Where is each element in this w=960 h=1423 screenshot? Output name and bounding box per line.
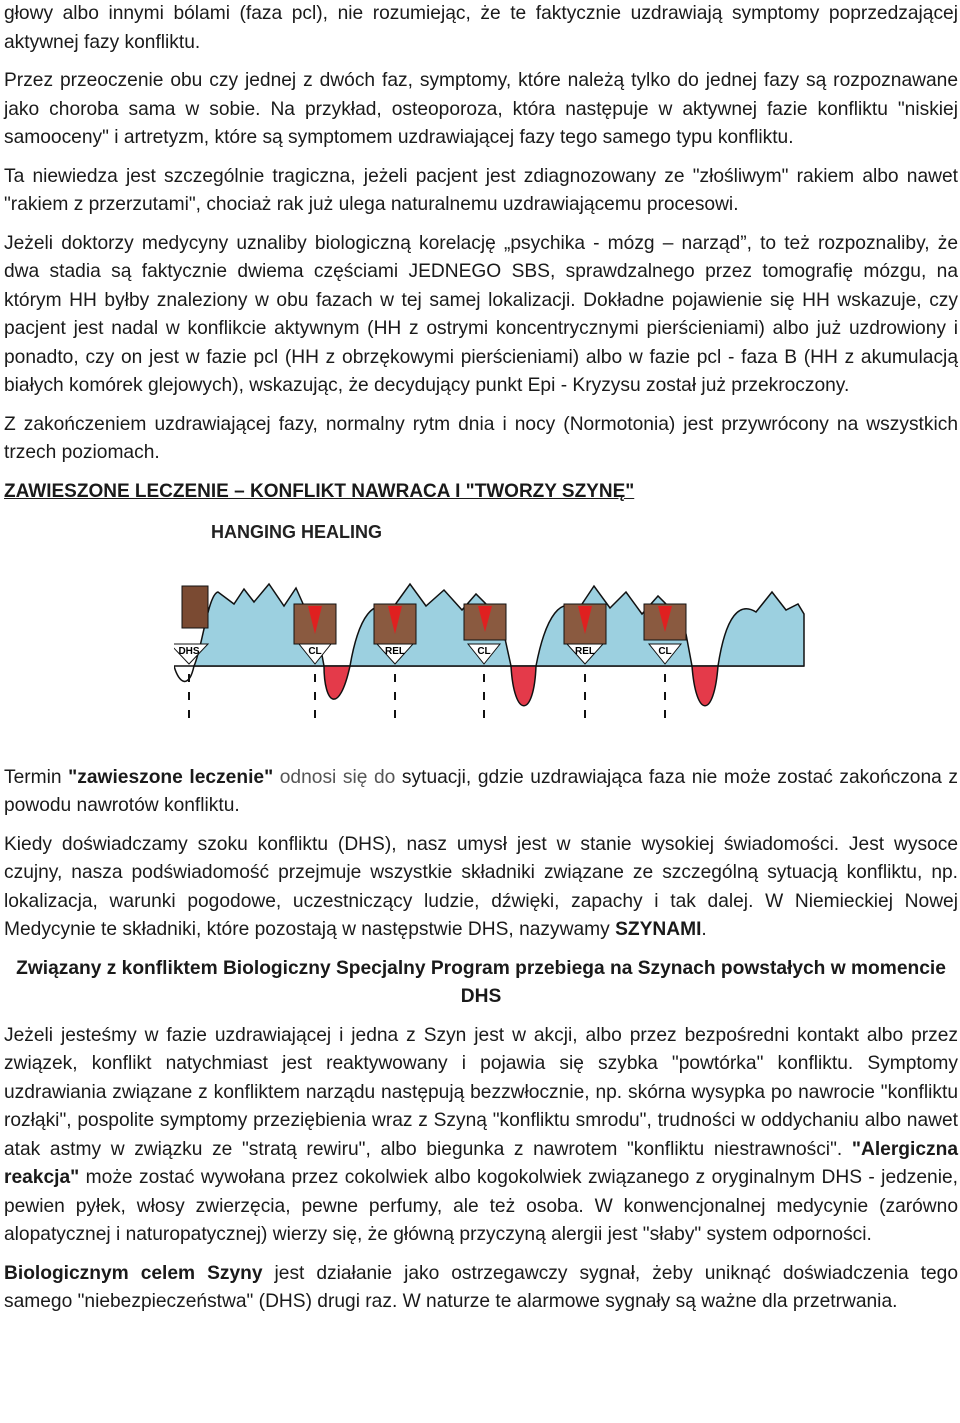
centered-heading: Związany z konfliktem Biologiczny Specjalny Program przebiega na Szynach powstałych w momencie DHS bbox=[16, 957, 946, 1007]
paragraph-9: Biologicznym celem Szyny jest działanie jako ostrzegawczy sygnał, żeby uniknąć doświadczenia tego samego "niebezpieczeństwa" (DHS) drugi raz. W naturze te alarmowe sygnały są ważne dla przetrwania. bbox=[4, 1262, 959, 1312]
paragraph-2: Przez przeoczenie obu czy jednej z dwóch faz, symptomy, które należą tylko do jednej fazy są rozpoznawane jako choroba sama w sobie. Na przykład, osteoporoza, która następuje w aktywnej fazie konfliktu "niskiej samooceny" i artretyzm, które są symptomem uzdrawiającej fazy tego samego typu konfliktu. bbox=[4, 70, 958, 148]
paragraph-3: Ta niewiedza jest szczególnie tragiczna, jeżeli pacjent jest zdiagnozowany ze "złośliwym" rakiem albo nawet "rakiem z przerzutami", chociaż rak już ulega naturalnemu uzdrawiającemu procesowi. bbox=[4, 165, 958, 215]
svg-text:CL: CL bbox=[477, 645, 491, 657]
hanging-healing-diagram bbox=[174, 514, 814, 764]
hanging-healing-figure bbox=[4, 514, 958, 764]
paragraph-7: Kiedy doświadczamy szoku konfliktu (DHS), nasz umysł jest w stanie wysokiej świadomości. Jest wysoce czujny, nasza podświadomość przejmuje wszystkie składniki związane ze szczególną sytuacją konfliktu, np. lokalizacja, warunki pogodowe, uczestniczący ludzie, dźwięki, zapachy i tak dalej. W Niemieckiej Nowej Medycynie te składniki, które pozostają w następstwie DHS, nazywamy SZYNAMI. bbox=[4, 833, 958, 940]
phase-dividers bbox=[189, 674, 665, 724]
vagotonia-area bbox=[324, 666, 718, 706]
paragraph-8: Jeżeli jesteśmy w fazie uzdrawiającej i jedna z Szyn jest w akcji, albo przez bezpośredni kontakt albo przez związek, konflikt natychmiast jest reaktywowany i pojawia się szybka "powtórka" konfliktu. Symptomy uzdrawiania związane z konfliktem narządu następują bezzwłocznie, np. skórna wysypka po nawrocie "konfliktu rozłąki", pospolite symptomy przeziębienia wraz z Szyną "konfliktu smrodu", trudności w oddychaniu albo nawet atak astmy w związku ze "stratą rewiru", albo biegunka z nawrotem "konfliktu niestrawności". "Alergiczna reakcja" może zostać wywołana przez cokolwiek albo kogokolwiek związanego z oryginalnym DHS - jedzenie, pewien pyłek, włosy zwierzęcia, pewne perfumy, ale też osoba. W konwencjonalnej medycynie (zarówno alopatycznej i naturopatycznej) wierzy się, że główną przyczyną alergii jest "słaby" system odporności. bbox=[4, 1024, 958, 1245]
paragraph-4: Jeżeli doktorzy medycyny uznaliby biologiczną korelację „psychika - mózg – narząd”, to też rozpoznaliby, że dwa stadia są faktycznie dwiema częściami JEDNEGO SBS, sprawdzalnego przez tomografię mózgu, na którym HH byłby znaleziony w obu fazach w tej samej lokalizacji. Dokładne pojawienie się HH wskazuje, czy pacjent jest nadal w konflikcie aktywnym (HH z ostrymi koncentrycznymi pierścieniami) albo już uzdrowiony i ponadto, czy on jest w fazie pcl (HH z obrzękowymi pierścieniami) albo w fazie pcl - faza B (HH z akumulacją białych komórek glejowych), wskazując, że decydujący punkt Epi - Kryzysu został już przekroczony. bbox=[4, 232, 958, 396]
dhs-photo bbox=[182, 586, 208, 628]
paragraph-6: Termin "zawieszone leczenie" odnosi się do sytuacji, gdzie uzdrawiająca faza nie może zostać zakończona z powodu nawrotów konfliktu. bbox=[4, 766, 959, 816]
svg-text:REL: REL bbox=[385, 645, 405, 657]
paragraph-5: Z zakończeniem uzdrawiającej fazy, normalny rytm dnia i nocy (Normotonia) jest przywrócony na wszystkich trzech poziomach. bbox=[4, 413, 958, 463]
svg-text:CL: CL bbox=[308, 645, 322, 657]
svg-text:DHS: DHS bbox=[178, 645, 200, 657]
document-page bbox=[4, 0, 958, 1317]
svg-text:REL: REL bbox=[575, 645, 595, 657]
section-heading: ZAWIESZONE LECZENIE – KONFLIKT NAWRACA I "TWORZY SZYNĘ" bbox=[4, 480, 635, 502]
paragraph-1: głowy albo innymi bólami (faza pcl), nie rozumiejąc, że te faktycznie uzdrawiają symptomy poprzedzającej aktywnej fazy konfliktu. bbox=[4, 3, 958, 53]
svg-text:CL: CL bbox=[658, 645, 672, 657]
initial-dip bbox=[174, 666, 194, 681]
figure-title: HANGING HEALING bbox=[211, 521, 382, 542]
